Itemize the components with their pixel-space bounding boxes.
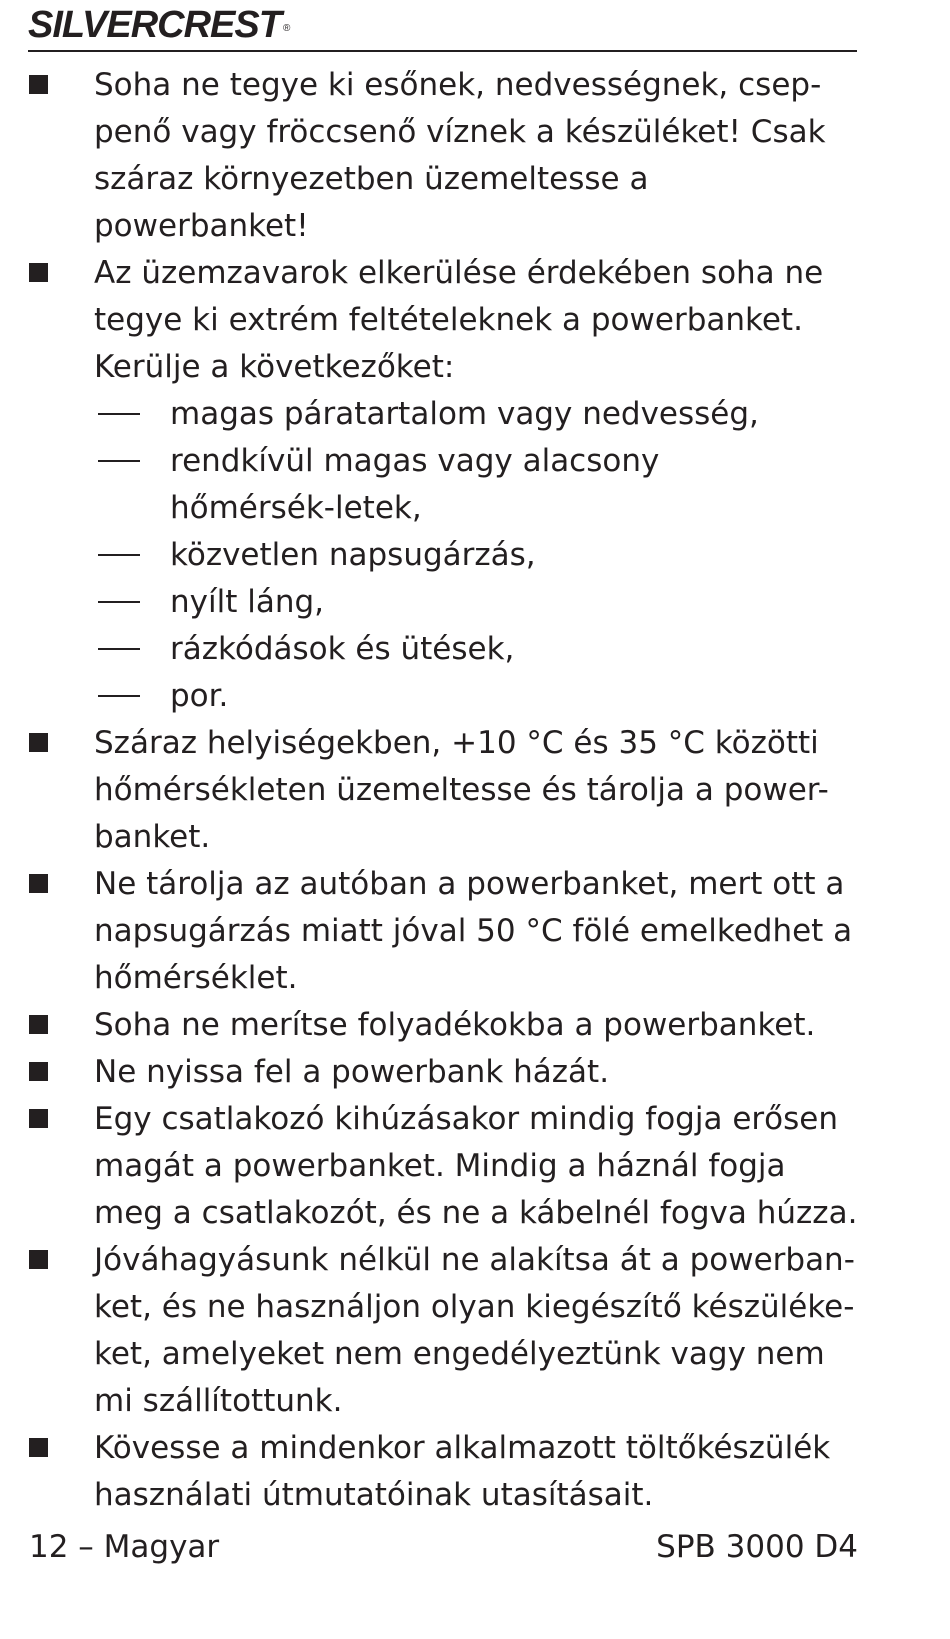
square-bullet-icon bbox=[29, 263, 48, 282]
sub-list-item bbox=[98, 391, 859, 438]
sub-list-item-text: rendkívül magas vagy alacsony hőmérsék-letek, bbox=[170, 443, 660, 526]
square-bullet-icon bbox=[29, 1062, 48, 1081]
dash-bullet-icon bbox=[98, 413, 140, 415]
list-item bbox=[29, 1049, 859, 1096]
dash-bullet-icon bbox=[98, 601, 140, 603]
sub-list-item-text: nyílt láng, bbox=[170, 584, 325, 620]
list-item-text: Soha ne merítse folyadékokba a powerbanket. bbox=[94, 1007, 816, 1043]
list-item-text: Ne tárolja az autóban a powerbanket, mert ott a napsugárzás miatt jóval 50 °C fölé emelkedhet a hőmérséklet. bbox=[94, 866, 853, 996]
square-bullet-icon bbox=[29, 1250, 48, 1269]
sub-list-item-text: közvetlen napsugárzás, bbox=[170, 537, 536, 573]
page-number-label: 12 – Magyar bbox=[29, 1529, 220, 1565]
list-item bbox=[29, 861, 859, 1002]
dash-bullet-icon bbox=[98, 554, 140, 556]
sub-list-item bbox=[98, 438, 859, 532]
sub-list-item-text: magas páratartalom vagy nedvesség, bbox=[170, 396, 759, 432]
square-bullet-icon bbox=[29, 1438, 48, 1457]
list-item bbox=[29, 1096, 859, 1237]
brand-logo bbox=[28, 6, 289, 44]
registered-mark: ® bbox=[282, 23, 290, 34]
list-item bbox=[29, 62, 859, 250]
dash-bullet-icon bbox=[98, 695, 140, 697]
square-bullet-icon bbox=[29, 75, 48, 94]
list-item bbox=[29, 1425, 859, 1519]
list-item-text: Száraz helyiségekben, +10 °C és 35 °C közötti hőmérsékleten üzemeltesse és tárolja a power-banket. bbox=[94, 725, 829, 855]
list-item-text: Az üzemzavarok elkerülése érdekében soha ne tegye ki extrém feltételeknek a powerbanket. Kerülje a következőket: bbox=[94, 255, 824, 385]
square-bullet-icon bbox=[29, 874, 48, 893]
list-item bbox=[29, 250, 859, 391]
square-bullet-icon bbox=[29, 1015, 48, 1034]
dash-bullet-icon bbox=[98, 460, 140, 462]
list-item-text: Kövesse a mindenkor alkalmazott töltőkészülék használati útmutatóinak utasításait. bbox=[94, 1430, 831, 1513]
header-divider bbox=[28, 50, 857, 52]
model-number: SPB 3000 D4 bbox=[656, 1529, 858, 1565]
sub-list-item bbox=[98, 532, 859, 579]
list-item-text: Ne nyissa fel a powerbank házát. bbox=[94, 1054, 610, 1090]
sub-list-item bbox=[98, 626, 859, 673]
dash-bullet-icon bbox=[98, 648, 140, 650]
sub-list-item-text: rázkódások és ütések, bbox=[170, 631, 515, 667]
square-bullet-icon bbox=[29, 1109, 48, 1128]
safety-instructions-list bbox=[29, 62, 859, 1519]
list-item-text: Soha ne tegye ki esőnek, nedvességnek, csep-penő vagy fröccsenő víznek a készüléket! Csak száraz környezetben üzemeltesse a powerbanket! bbox=[94, 67, 826, 244]
page-header bbox=[28, 0, 857, 52]
list-item bbox=[29, 720, 859, 861]
list-item-text: Jóváhagyásunk nélkül ne alakítsa át a powerban-ket, és ne használjon olyan kiegészítő készüléke-ket, amelyeket nem engedélyeztünk vagy nem mi szállítottunk. bbox=[94, 1242, 855, 1419]
sub-list-item-text: por. bbox=[170, 678, 229, 714]
sub-list-item bbox=[98, 673, 859, 720]
list-item bbox=[29, 1002, 859, 1049]
sub-list-item bbox=[98, 579, 859, 626]
square-bullet-icon bbox=[29, 733, 48, 752]
list-item-text: Egy csatlakozó kihúzásakor mindig fogja erősen magát a powerbanket. Mindig a háznál fogja meg a csatlakozót, és ne a kábelnél fogva húzza. bbox=[94, 1101, 858, 1231]
list-item bbox=[29, 1237, 859, 1425]
brand-name: SILVERCREST bbox=[28, 4, 281, 46]
